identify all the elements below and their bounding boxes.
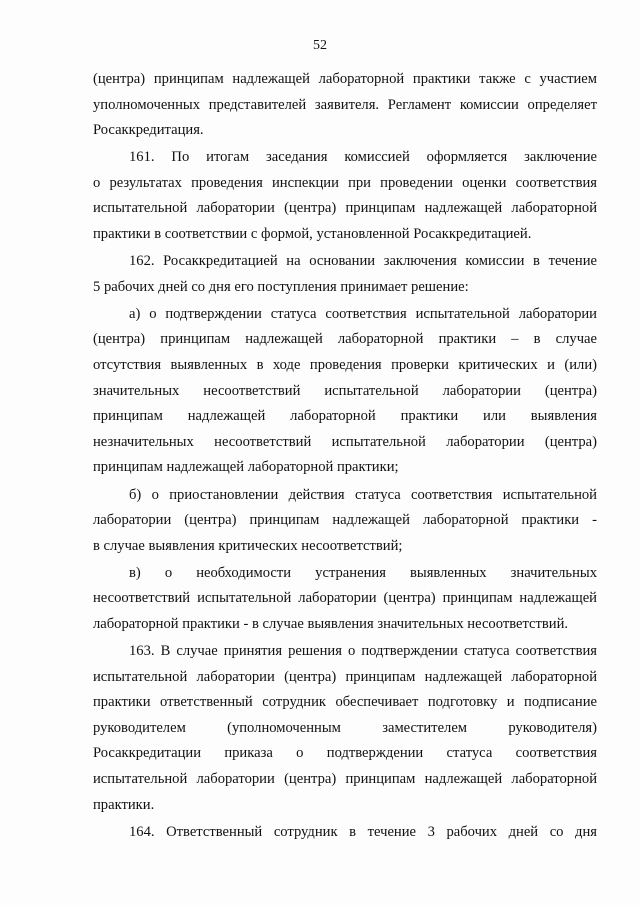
text-line: незначительных несоответствий испытательной лаборатории (центра) [93, 433, 597, 450]
document-body [93, 67, 597, 845]
text-line: испытательной лаборатории (центра) принципам надлежащей лабораторной [93, 668, 597, 685]
text-line: (центра) принципам надлежащей лабораторной практики – в случае [93, 331, 597, 348]
text-line: 161. По итогам заседания комиссией оформляется заключение [129, 149, 597, 166]
text-line: 5 рабочих дней со дня его поступления принимает решение: [93, 278, 469, 295]
text-line: в случае выявления критических несоответствий; [93, 537, 403, 554]
text-line: 162. Росаккредитацией на основании заключения комиссии в течение [129, 253, 597, 270]
text-line: лаборатории (центра) принципам надлежащей лабораторной практики - [93, 512, 597, 529]
text-line: практики ответственный сотрудник обеспечивает подготовку и подписание [93, 694, 597, 711]
text-line: (центра) принципам надлежащей лабораторной практики также с участием [93, 71, 597, 87]
text-line: Росаккредитации приказа о подтверждении статуса соответствия [93, 745, 597, 762]
text-line: значительных несоответствий испытательной лаборатории (центра) [93, 382, 597, 399]
text-line: практики. [93, 796, 155, 813]
text-line: испытательной лаборатории (центра) принципам надлежащей лабораторной [93, 771, 597, 788]
text-line: 164. Ответственный сотрудник в течение 3 рабочих дней со дня [129, 823, 597, 840]
text-line: руководителем (уполномоченным заместителем руководителя) [93, 719, 597, 736]
text-line: а) о подтверждении статуса соответствия испытательной лаборатории [129, 305, 597, 322]
text-line: уполномоченных представителей заявителя. Регламент комиссии определяет [93, 96, 597, 113]
text-line: Росаккредитация. [93, 122, 204, 139]
text-line: о результатах проведения инспекции при проведении оценки соответствия [93, 174, 597, 191]
page-number: 52 [313, 38, 327, 53]
text-line: б) о приостановлении действия статуса соответствия испытательной [129, 486, 597, 503]
text-line: 163. В случае принятия решения о подтверждении статуса соответствия [129, 643, 597, 660]
text-line: несоответствий испытательной лаборатории (центра) принципам надлежащей [93, 590, 597, 607]
text-line: принципам надлежащей лабораторной практики или выявления [93, 408, 597, 425]
text-line: принципам надлежащей лабораторной практики; [93, 459, 399, 476]
text-line: отсутствия выявленных в ходе проведения проверки критических и (или) [93, 357, 597, 374]
text-line: практики в соответствии с формой, установленной Росаккредитацией. [93, 226, 532, 243]
text-line: в) о необходимости устранения выявленных значительных [129, 564, 597, 581]
text-line: лабораторной практики - в случае выявления значительных несоответствий. [93, 615, 569, 632]
text-line: испытательной лаборатории (центра) принципам надлежащей лабораторной [93, 200, 597, 217]
